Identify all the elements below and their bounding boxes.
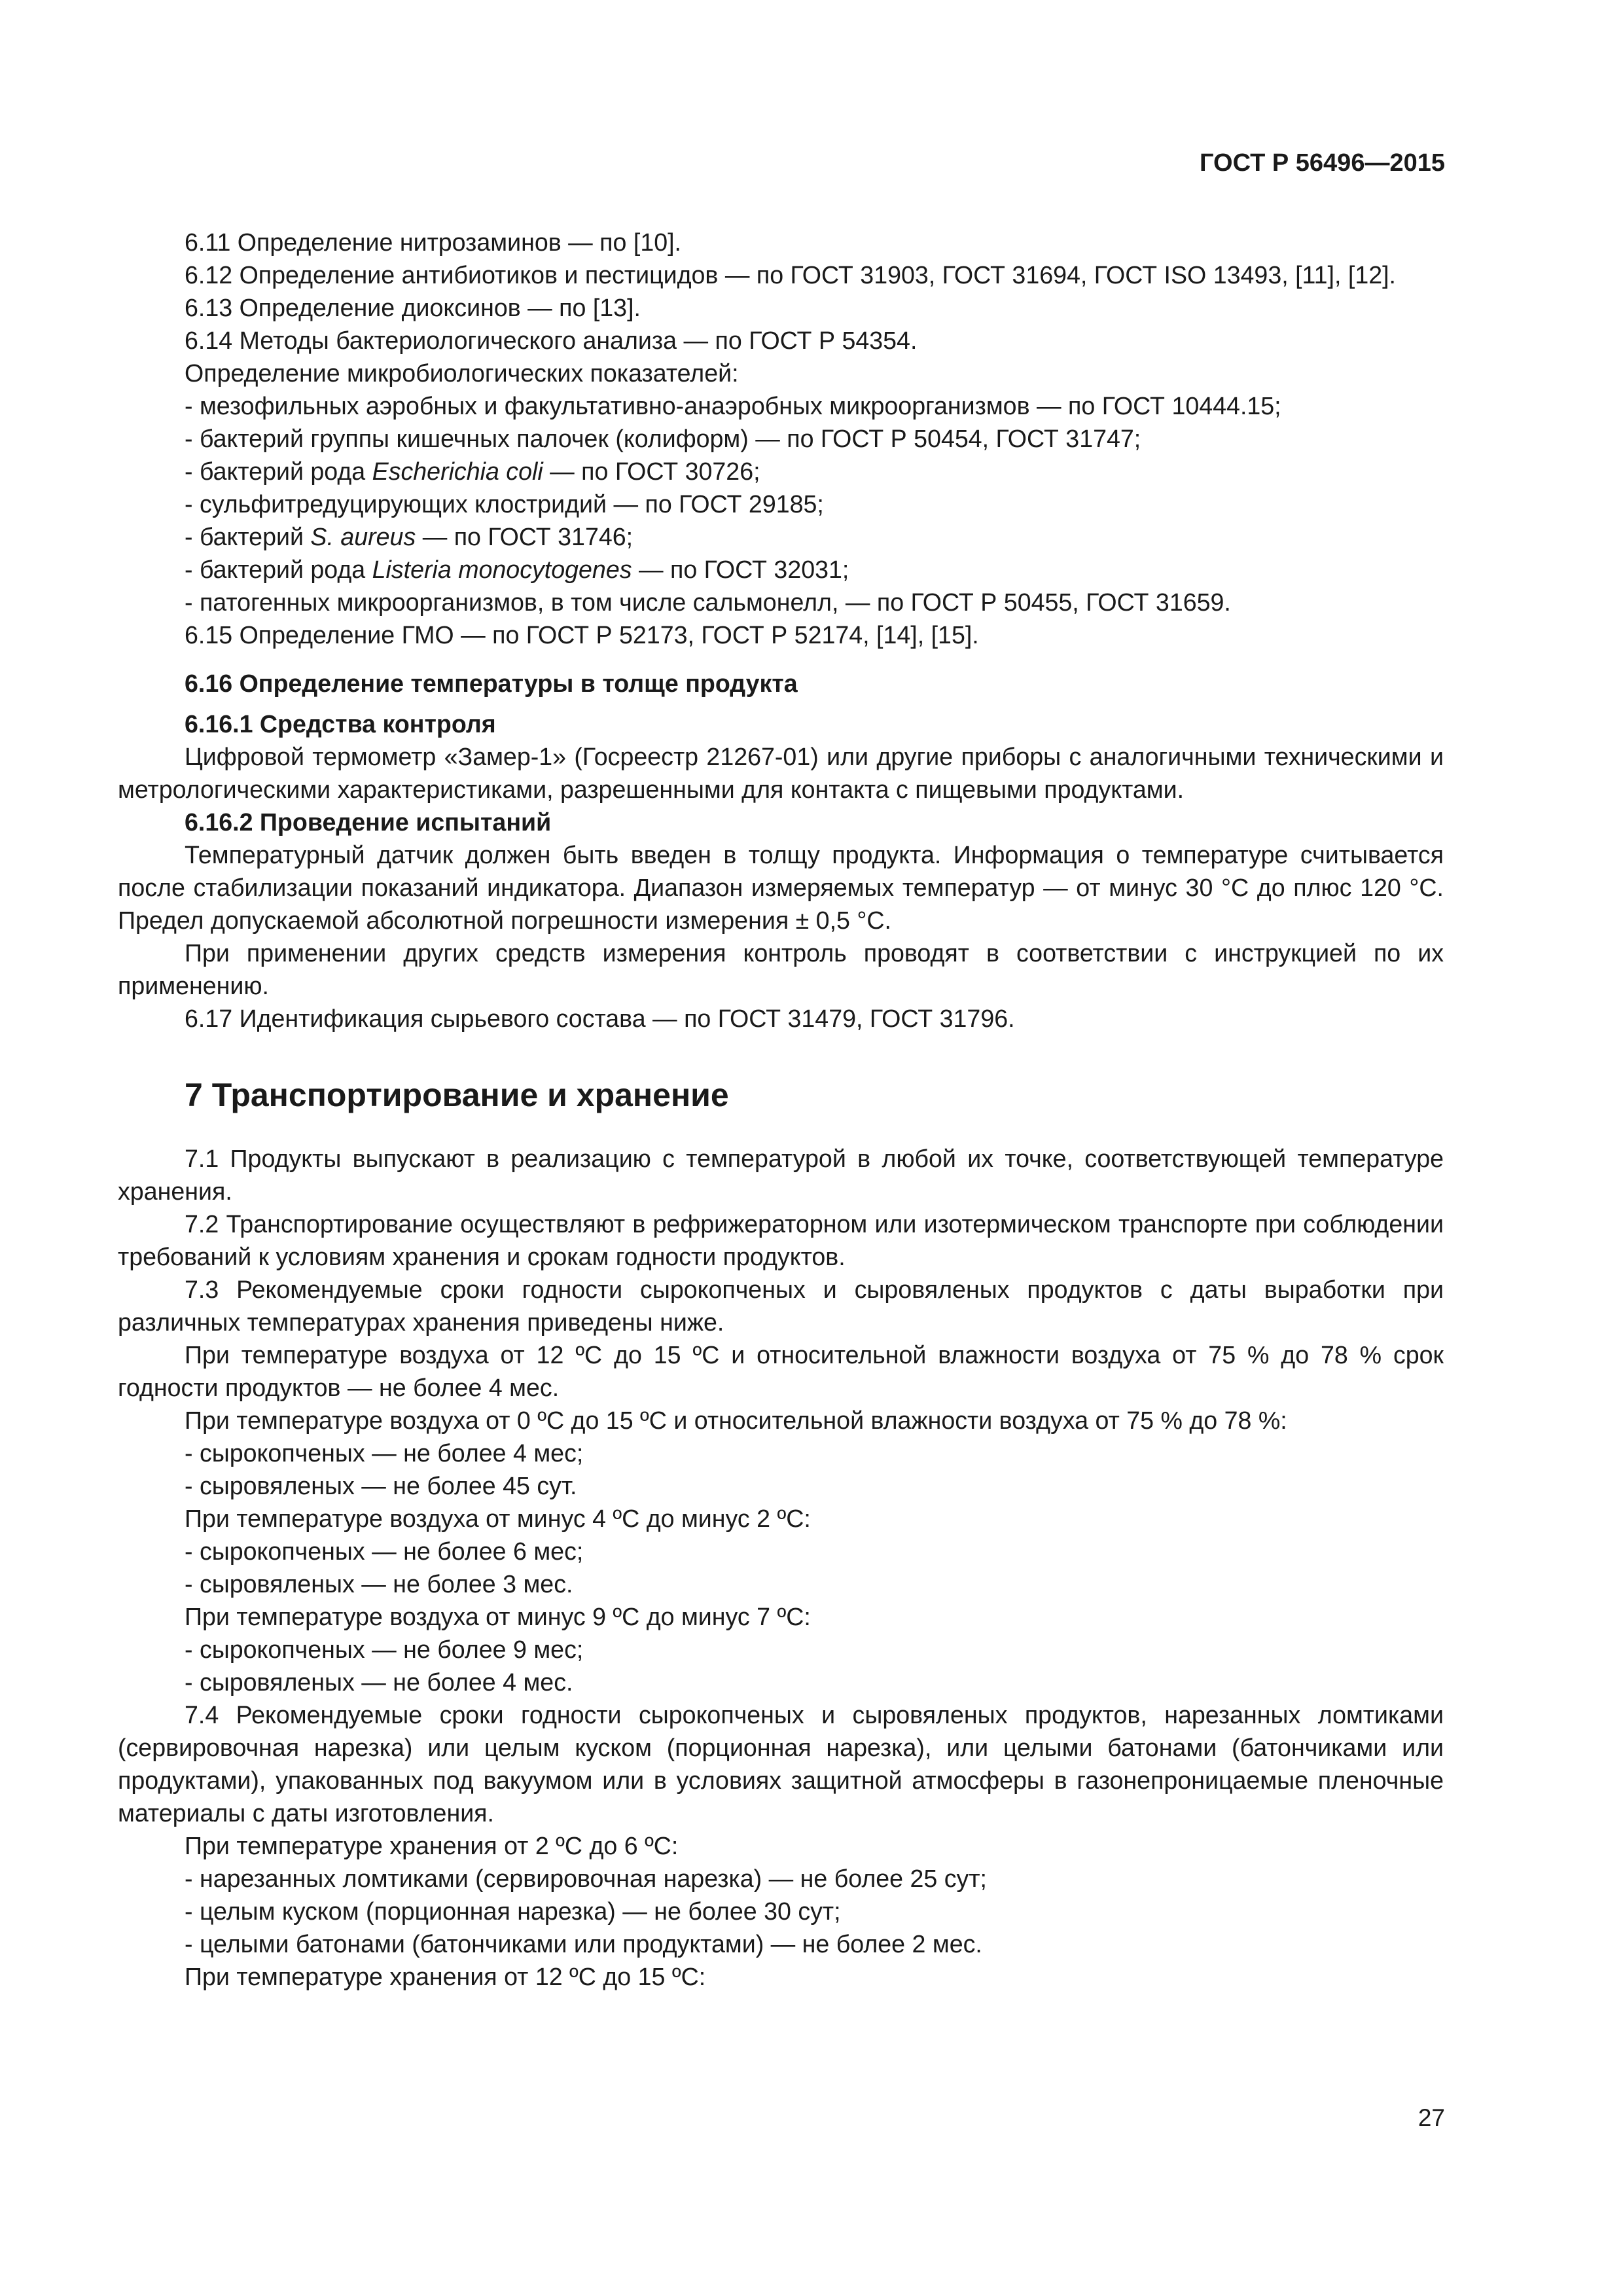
page-number: 27 bbox=[1418, 2104, 1445, 2131]
list-item: - целыми батонами (батончиками или продуктами) — не более 2 мес. bbox=[185, 1930, 982, 1958]
list-item: - сырокопченых — не более 4 мес; bbox=[185, 1439, 584, 1467]
page-content bbox=[118, 226, 1444, 1993]
clause-6-11: 6.11 Определение нитрозаминов — по [10]. bbox=[185, 228, 681, 256]
heading-6-16: 6.16 Определение температуры в толще продукта bbox=[185, 670, 798, 697]
clause-7-1: 7.1 Продукты выпускают в реализацию с температурой в любой их точке, соответствующей температуре хранения. bbox=[118, 1145, 1444, 1205]
clause-6-15: 6.15 Определение ГМО — по ГОСТ Р 52173, ГОСТ Р 52174, [14], [15]. bbox=[185, 621, 979, 649]
clause-7-4: 7.4 Рекомендуемые сроки годности сырокопченых и сыровяленых продуктов, нарезанных ломтиками (сервировочная нарезка) или целым куском (порционная нарезка), или целыми батонами (батончиками или продуктами), упакованных под вакуумом или в условиях защитной атмосферы в газонепроницаемые пленочные материалы с даты изготовления. bbox=[118, 1701, 1444, 1827]
list-item-text: - бактерий рода bbox=[185, 457, 372, 485]
clause-6-13: 6.13 Определение диоксинов — по [13]. bbox=[185, 294, 641, 321]
clause-7-3: 7.3 Рекомендуемые сроки годности сырокопченых и сыровяленых продуктов с даты выработки при различных температурах хранения приведены ниже. bbox=[118, 1276, 1444, 1336]
species-name: Listeria monocytogenes bbox=[372, 556, 632, 583]
list-item: - патогенных микроорганизмов, в том числе сальмонелл, — по ГОСТ Р 50455, ГОСТ 31659. bbox=[185, 588, 1231, 616]
list-item: - сыровяленых — не более 45 сут. bbox=[185, 1472, 577, 1499]
list-item-text: — по ГОСТ 32031; bbox=[632, 556, 849, 583]
paragraph-6-16-1: Цифровой термометр «Замер-1» (Госреестр 21267-01) или другие приборы с аналогичными техническими и метрологическими характеристиками, разрешенными для контакта с пищевыми продуктами. bbox=[118, 743, 1444, 803]
section-7-heading: 7 Транспортирование и хранение bbox=[185, 1077, 729, 1113]
list-item-text: - бактерий bbox=[185, 523, 311, 550]
species-name: Escherichia coli bbox=[372, 457, 543, 485]
list-item: - целым куском (порционная нарезка) — не более 30 сут; bbox=[185, 1897, 841, 1925]
species-name: S. aureus bbox=[310, 523, 416, 550]
heading-6-16-2: 6.16.2 Проведение испытаний bbox=[185, 808, 552, 836]
paragraph-6-16-2-other: При применении других средств измерения контроль проводят в соответствии с инструкцией по их применению. bbox=[118, 939, 1444, 999]
clause-6-17: 6.17 Идентификация сырьевого состава — по ГОСТ 31479, ГОСТ 31796. bbox=[185, 1005, 1015, 1032]
paragraph: При температуре хранения от 2 ºС до 6 ºС: bbox=[185, 1832, 679, 1859]
clause-7-2: 7.2 Транспортирование осуществляют в рефрижераторном или изотермическом транспорте при соблюдении требований к условиям хранения и срокам годности продуктов. bbox=[118, 1210, 1444, 1270]
list-item-text: — по ГОСТ 31746; bbox=[416, 523, 633, 550]
paragraph: При температуре воздуха от минус 4 ºС до минус 2 ºС: bbox=[185, 1505, 811, 1532]
list-item-text: - бактерий рода bbox=[185, 556, 372, 583]
heading-6-16-1: 6.16.1 Средства контроля bbox=[185, 710, 496, 738]
list-item: - сыровяленых — не более 4 мес. bbox=[185, 1668, 573, 1696]
document-number: ГОСТ Р 56496—2015 bbox=[1200, 149, 1445, 177]
paragraph: При температуре воздуха от 0 ºС до 15 ºС и относительной влажности воздуха от 75 % до 78 %: bbox=[185, 1407, 1287, 1434]
clause-6-12: 6.12 Определение антибиотиков и пестицидов — по ГОСТ 31903, ГОСТ 31694, ГОСТ ISO 13493, [11], [12]. bbox=[185, 261, 1396, 289]
list-item-text: — по ГОСТ 30726; bbox=[543, 457, 760, 485]
list-item: - нарезанных ломтиками (сервировочная нарезка) — не более 25 сут; bbox=[185, 1865, 987, 1892]
micro-intro: Определение микробиологических показателей: bbox=[185, 359, 739, 387]
list-item: - сульфитредуцирующих клостридий — по ГОСТ 29185; bbox=[185, 490, 824, 518]
list-item: - бактерий группы кишечных палочек (колиформ) — по ГОСТ Р 50454, ГОСТ 31747; bbox=[185, 425, 1141, 452]
list-item bbox=[118, 455, 1444, 488]
clause-6-14: 6.14 Методы бактериологического анализа — по ГОСТ Р 54354. bbox=[185, 327, 918, 354]
list-item bbox=[118, 520, 1444, 553]
list-item bbox=[118, 553, 1444, 586]
list-item: - мезофильных аэробных и факультативно-анаэробных микроорганизмов — по ГОСТ 10444.15; bbox=[185, 392, 1281, 420]
paragraph: При температуре воздуха от минус 9 ºС до минус 7 ºС: bbox=[185, 1603, 811, 1630]
paragraph-6-16-2: Температурный датчик должен быть введен в толщу продукта. Информация о температуре считывается после стабилизации показаний индикатора. Диапазон измеряемых температур — от минус 30 °С до плюс 120 °С. Предел допускаемой абсолютной погрешности измерения ± 0,5 °С. bbox=[118, 841, 1444, 934]
list-item: - сыровяленых — не более 3 мес. bbox=[185, 1570, 573, 1598]
paragraph: При температуре хранения от 12 ºС до 15 ºС: bbox=[185, 1963, 706, 1990]
list-item: - сырокопченых — не более 9 мес; bbox=[185, 1636, 584, 1663]
list-item: - сырокопченых — не более 6 мес; bbox=[185, 1537, 584, 1565]
paragraph: При температуре воздуха от 12 ºС до 15 ºС и относительной влажности воздуха от 75 % до 78 % срок годности продуктов — не более 4 мес. bbox=[118, 1341, 1444, 1401]
